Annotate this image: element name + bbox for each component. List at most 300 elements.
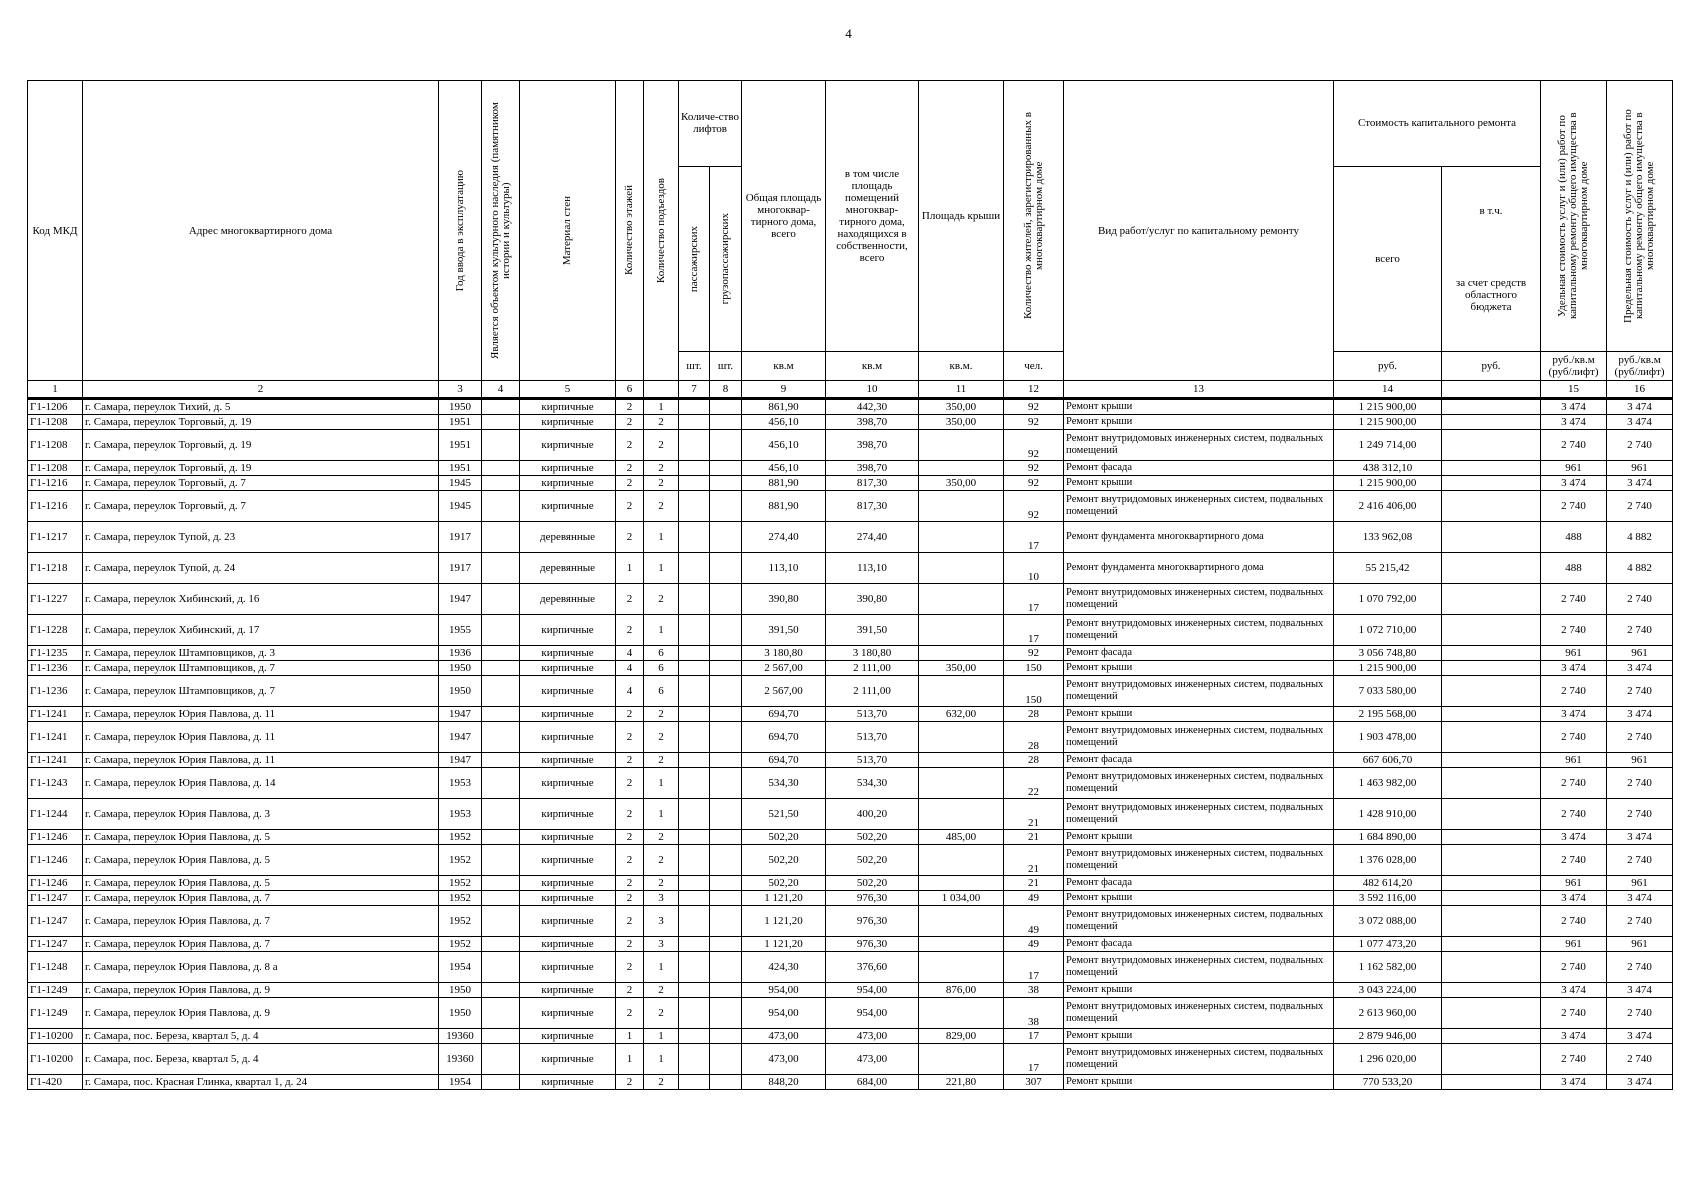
cell-unit-cost: 961	[1541, 753, 1607, 768]
cell-year: 1951	[439, 415, 482, 430]
cell-cost-total: 1 215 900,00	[1334, 415, 1442, 430]
cell-limit-cost: 2 740	[1607, 584, 1673, 615]
cell-owned-area: 2 111,00	[826, 661, 919, 676]
cell-cost-total: 1 428 910,00	[1334, 799, 1442, 830]
cell-year: 1936	[439, 646, 482, 661]
cell-roof-area	[919, 876, 1004, 891]
cell-cost-total: 1 903 478,00	[1334, 722, 1442, 753]
cell-wall-material: деревянные	[520, 522, 616, 553]
table-row	[28, 415, 1673, 430]
cell-lifts-freight	[710, 998, 742, 1029]
cell-lifts-freight	[710, 646, 742, 661]
cell-address: г. Самара, переулок Торговый, д. 7	[83, 491, 439, 522]
cell-floors: 2	[616, 722, 644, 753]
cell-residents: 92	[1004, 461, 1064, 476]
cell-address: г. Самара, переулок Штамповщиков, д. 7	[83, 676, 439, 707]
header-unit-cost: Удельная стоимость услуг и (или) работ по капитальному ремонту общего имущества в многоквартирном доме	[1541, 81, 1607, 352]
cell-owned-area: 398,70	[826, 461, 919, 476]
cell-work-type: Ремонт внутридомовых инженерных систем, подвальных помещений	[1064, 768, 1334, 799]
cell-lifts-passenger	[679, 876, 710, 891]
cell-residents: 38	[1004, 983, 1064, 998]
cell-limit-cost: 3 474	[1607, 1075, 1673, 1090]
cell-residents: 22	[1004, 768, 1064, 799]
cell-limit-cost: 961	[1607, 461, 1673, 476]
header-year: Год ввода в эксплуатацию	[439, 81, 482, 381]
cell-roof-area: 350,00	[919, 399, 1004, 415]
cell-unit-cost: 2 740	[1541, 998, 1607, 1029]
cell-unit-cost: 3 474	[1541, 661, 1607, 676]
cell-total-area: 1 121,20	[742, 906, 826, 937]
cell-work-type: Ремонт крыши	[1064, 399, 1334, 415]
unit-cost-regional: руб.	[1442, 352, 1541, 381]
cell-entrances: 2	[644, 1075, 679, 1090]
cell-cost-total: 1 070 792,00	[1334, 584, 1442, 615]
cell-lifts-freight	[710, 753, 742, 768]
cell-address: г. Самара, переулок Хибинский, д. 16	[83, 584, 439, 615]
cell-owned-area: 502,20	[826, 876, 919, 891]
cell-lifts-passenger	[679, 937, 710, 952]
cell-total-area: 456,10	[742, 430, 826, 461]
cell-residents: 21	[1004, 876, 1064, 891]
cell-cost-regional	[1442, 799, 1541, 830]
cell-work-type: Ремонт фундамента многоквартирного дома	[1064, 522, 1334, 553]
column-number: 1	[28, 381, 83, 399]
cell-cost-regional	[1442, 983, 1541, 998]
cell-lifts-passenger	[679, 906, 710, 937]
cell-lifts-passenger	[679, 768, 710, 799]
cell-cost-total: 3 072 088,00	[1334, 906, 1442, 937]
cell-floors: 2	[616, 845, 644, 876]
cell-entrances: 1	[644, 768, 679, 799]
cell-floors: 2	[616, 615, 644, 646]
cell-roof-area	[919, 768, 1004, 799]
cell-code: Г1-1236	[28, 676, 83, 707]
cell-work-type: Ремонт фундамента многоквартирного дома	[1064, 553, 1334, 584]
cell-owned-area: 473,00	[826, 1029, 919, 1044]
header-lifts: Количе-ство лифтов	[679, 81, 742, 167]
cell-heritage	[482, 646, 520, 661]
cell-entrances: 2	[644, 461, 679, 476]
cell-cost-regional	[1442, 1044, 1541, 1075]
cell-total-area: 694,70	[742, 753, 826, 768]
cell-floors: 2	[616, 753, 644, 768]
cell-floors: 2	[616, 584, 644, 615]
cell-cost-total: 482 614,20	[1334, 876, 1442, 891]
cell-work-type: Ремонт внутридомовых инженерных систем, подвальных помещений	[1064, 845, 1334, 876]
cell-address: г. Самара, переулок Юрия Павлова, д. 5	[83, 830, 439, 845]
cell-roof-area: 221,80	[919, 1075, 1004, 1090]
cell-lifts-freight	[710, 1029, 742, 1044]
cell-wall-material: кирпичные	[520, 615, 616, 646]
cell-year: 1950	[439, 399, 482, 415]
cell-roof-area	[919, 952, 1004, 983]
cell-year: 1952	[439, 876, 482, 891]
cell-lifts-freight	[710, 661, 742, 676]
table-row	[28, 753, 1673, 768]
cell-wall-material: кирпичные	[520, 661, 616, 676]
cell-year: 19360	[439, 1029, 482, 1044]
cell-total-area: 534,30	[742, 768, 826, 799]
cell-heritage	[482, 676, 520, 707]
cell-cost-regional	[1442, 1075, 1541, 1090]
cell-owned-area: 376,60	[826, 952, 919, 983]
cell-entrances: 2	[644, 491, 679, 522]
cell-address: г. Самара, переулок Юрия Павлова, д. 5	[83, 876, 439, 891]
cell-total-area: 881,90	[742, 476, 826, 491]
cell-work-type: Ремонт внутридомовых инженерных систем, подвальных помещений	[1064, 430, 1334, 461]
unit-unit-cost: руб./кв.м (руб/лифт)	[1541, 352, 1607, 381]
cell-roof-area: 350,00	[919, 415, 1004, 430]
cell-owned-area: 473,00	[826, 1044, 919, 1075]
cell-lifts-freight	[710, 937, 742, 952]
cell-address: г. Самара, переулок Тихий, д. 5	[83, 399, 439, 415]
cell-lifts-freight	[710, 891, 742, 906]
cell-year: 1947	[439, 722, 482, 753]
column-number: 12	[1004, 381, 1064, 399]
cell-roof-area	[919, 906, 1004, 937]
cell-total-area: 473,00	[742, 1044, 826, 1075]
cell-lifts-passenger	[679, 891, 710, 906]
cell-lifts-freight	[710, 722, 742, 753]
cell-address: г. Самара, переулок Юрия Павлова, д. 7	[83, 906, 439, 937]
cell-cost-total: 3 592 116,00	[1334, 891, 1442, 906]
table-row	[28, 676, 1673, 707]
cell-work-type: Ремонт крыши	[1064, 1075, 1334, 1090]
cell-limit-cost: 2 740	[1607, 768, 1673, 799]
cell-code: Г1-1241	[28, 753, 83, 768]
cell-limit-cost: 2 740	[1607, 676, 1673, 707]
cell-work-type: Ремонт фасада	[1064, 461, 1334, 476]
cell-work-type: Ремонт внутридомовых инженерных систем, подвальных помещений	[1064, 998, 1334, 1029]
cell-total-area: 1 121,20	[742, 937, 826, 952]
cell-cost-regional	[1442, 891, 1541, 906]
cell-roof-area: 1 034,00	[919, 891, 1004, 906]
cell-total-area: 521,50	[742, 799, 826, 830]
cell-address: г. Самара, переулок Юрия Павлова, д. 8 а	[83, 952, 439, 983]
header-cost-incl	[1442, 166, 1541, 351]
column-number: 16	[1607, 381, 1673, 399]
table-row	[28, 906, 1673, 937]
cell-work-type: Ремонт внутридомовых инженерных систем, подвальных помещений	[1064, 906, 1334, 937]
cell-unit-cost: 3 474	[1541, 707, 1607, 722]
cell-work-type: Ремонт фасада	[1064, 753, 1334, 768]
cell-cost-regional	[1442, 476, 1541, 491]
cell-cost-regional	[1442, 661, 1541, 676]
cell-cost-total: 133 962,08	[1334, 522, 1442, 553]
cell-cost-total: 55 215,42	[1334, 553, 1442, 584]
cell-roof-area	[919, 553, 1004, 584]
cell-unit-cost: 3 474	[1541, 399, 1607, 415]
repair-register-table	[27, 80, 1673, 1090]
cell-limit-cost: 3 474	[1607, 830, 1673, 845]
cell-residents: 17	[1004, 1044, 1064, 1075]
cell-address: г. Самара, переулок Тупой, д. 23	[83, 522, 439, 553]
cell-roof-area	[919, 722, 1004, 753]
cell-roof-area	[919, 461, 1004, 476]
cell-lifts-freight	[710, 615, 742, 646]
cell-code: Г1-1248	[28, 952, 83, 983]
cell-entrances: 2	[644, 415, 679, 430]
cell-year: 1953	[439, 768, 482, 799]
table-row	[28, 1029, 1673, 1044]
cell-entrances: 2	[644, 707, 679, 722]
cell-entrances: 2	[644, 830, 679, 845]
cell-year: 1954	[439, 1075, 482, 1090]
cell-cost-regional	[1442, 876, 1541, 891]
cell-cost-total: 1 215 900,00	[1334, 661, 1442, 676]
header-heritage: Является объектом культурного наследия (памятником истории и культуры)	[482, 81, 520, 381]
cell-floors: 2	[616, 522, 644, 553]
table-row	[28, 768, 1673, 799]
cell-year: 1917	[439, 522, 482, 553]
unit-limit-cost: руб./кв.м (руб/лифт)	[1607, 352, 1673, 381]
cell-limit-cost: 2 740	[1607, 615, 1673, 646]
cell-roof-area	[919, 676, 1004, 707]
cell-work-type: Ремонт крыши	[1064, 830, 1334, 845]
cell-unit-cost: 2 740	[1541, 584, 1607, 615]
cell-floors: 4	[616, 646, 644, 661]
cell-floors: 2	[616, 830, 644, 845]
cell-address: г. Самара, переулок Юрия Павлова, д. 9	[83, 983, 439, 998]
cell-wall-material: кирпичные	[520, 830, 616, 845]
cell-wall-material: деревянные	[520, 584, 616, 615]
cell-total-area: 390,80	[742, 584, 826, 615]
cell-limit-cost: 3 474	[1607, 891, 1673, 906]
cell-year: 1947	[439, 753, 482, 768]
cell-code: Г1-10200	[28, 1029, 83, 1044]
cell-floors: 2	[616, 937, 644, 952]
table-row	[28, 661, 1673, 676]
cell-entrances: 6	[644, 676, 679, 707]
cell-residents: 49	[1004, 906, 1064, 937]
cell-work-type: Ремонт крыши	[1064, 891, 1334, 906]
column-number: 9	[742, 381, 826, 399]
cell-limit-cost: 961	[1607, 937, 1673, 952]
cell-floors: 2	[616, 491, 644, 522]
cell-owned-area: 398,70	[826, 430, 919, 461]
cell-residents: 92	[1004, 476, 1064, 491]
cell-owned-area: 817,30	[826, 491, 919, 522]
header-work-type: Вид работ/услуг по капитальному ремонту	[1064, 81, 1334, 381]
cell-unit-cost: 961	[1541, 876, 1607, 891]
cell-lifts-passenger	[679, 522, 710, 553]
cell-unit-cost: 488	[1541, 553, 1607, 584]
cell-heritage	[482, 845, 520, 876]
cell-cost-total: 1 296 020,00	[1334, 1044, 1442, 1075]
cell-address: г. Самара, переулок Юрия Павлова, д. 5	[83, 845, 439, 876]
cell-code: Г1-1216	[28, 491, 83, 522]
table-row	[28, 891, 1673, 906]
cell-residents: 92	[1004, 646, 1064, 661]
cell-code: Г1-1206	[28, 399, 83, 415]
unit-lifts-passenger: шт.	[679, 352, 710, 381]
cell-address: г. Самара, переулок Хибинский, д. 17	[83, 615, 439, 646]
cell-owned-area: 684,00	[826, 1075, 919, 1090]
column-number-empty	[644, 381, 679, 399]
column-number-empty	[1442, 381, 1541, 399]
table-row	[28, 1044, 1673, 1075]
cell-wall-material: кирпичные	[520, 906, 616, 937]
cell-roof-area: 485,00	[919, 830, 1004, 845]
cell-cost-regional	[1442, 399, 1541, 415]
cell-total-area: 848,20	[742, 1075, 826, 1090]
cell-lifts-freight	[710, 522, 742, 553]
cell-heritage	[482, 615, 520, 646]
cell-lifts-freight	[710, 799, 742, 830]
cell-code: Г1-1247	[28, 891, 83, 906]
cell-address: г. Самара, пос. Береза, квартал 5, д. 4	[83, 1044, 439, 1075]
table-row	[28, 1075, 1673, 1090]
cell-address: г. Самара, переулок Юрия Павлова, д. 7	[83, 937, 439, 952]
cell-code: Г1-1247	[28, 906, 83, 937]
cell-wall-material: кирпичные	[520, 952, 616, 983]
cell-work-type: Ремонт крыши	[1064, 661, 1334, 676]
cell-year: 1954	[439, 952, 482, 983]
cell-code: Г1-1208	[28, 430, 83, 461]
cell-unit-cost: 2 740	[1541, 430, 1607, 461]
cell-owned-area: 954,00	[826, 983, 919, 998]
cell-wall-material: кирпичные	[520, 1044, 616, 1075]
cell-cost-regional	[1442, 415, 1541, 430]
cell-address: г. Самара, переулок Штамповщиков, д. 7	[83, 661, 439, 676]
cell-code: Г1-1249	[28, 983, 83, 998]
cell-cost-total: 1 072 710,00	[1334, 615, 1442, 646]
cell-floors: 2	[616, 476, 644, 491]
cell-floors: 2	[616, 876, 644, 891]
cell-roof-area	[919, 753, 1004, 768]
cell-heritage	[482, 476, 520, 491]
cell-roof-area	[919, 799, 1004, 830]
unit-cost-total: руб.	[1334, 352, 1442, 381]
cell-year: 1953	[439, 799, 482, 830]
cell-cost-regional	[1442, 707, 1541, 722]
cell-entrances: 2	[644, 584, 679, 615]
cell-address: г. Самара, переулок Штамповщиков, д. 3	[83, 646, 439, 661]
cell-code: Г1-1218	[28, 553, 83, 584]
cell-entrances: 3	[644, 891, 679, 906]
cell-heritage	[482, 983, 520, 998]
cell-unit-cost: 3 474	[1541, 415, 1607, 430]
cell-total-area: 694,70	[742, 722, 826, 753]
cell-year: 1917	[439, 553, 482, 584]
cell-entrances: 2	[644, 876, 679, 891]
cell-wall-material: кирпичные	[520, 876, 616, 891]
table-row	[28, 553, 1673, 584]
cell-address: г. Самара, пос. Красная Глинка, квартал 1, д. 24	[83, 1075, 439, 1090]
cell-heritage	[482, 768, 520, 799]
cell-unit-cost: 2 740	[1541, 845, 1607, 876]
cell-address: г. Самара, пос. Береза, квартал 5, д. 4	[83, 1029, 439, 1044]
cell-limit-cost: 961	[1607, 876, 1673, 891]
cell-work-type: Ремонт внутридомовых инженерных систем, подвальных помещений	[1064, 676, 1334, 707]
header-cost-incl-label: в т.ч.	[1479, 204, 1503, 217]
cell-floors: 2	[616, 768, 644, 799]
cell-heritage	[482, 937, 520, 952]
cell-unit-cost: 488	[1541, 522, 1607, 553]
cell-unit-cost: 3 474	[1541, 1029, 1607, 1044]
cell-code: Г1-1244	[28, 799, 83, 830]
cell-roof-area	[919, 845, 1004, 876]
cell-cost-regional	[1442, 937, 1541, 952]
cell-lifts-passenger	[679, 430, 710, 461]
cell-cost-total: 1 376 028,00	[1334, 845, 1442, 876]
cell-cost-regional	[1442, 830, 1541, 845]
cell-lifts-passenger	[679, 830, 710, 845]
cell-wall-material: кирпичные	[520, 983, 616, 998]
cell-wall-material: кирпичные	[520, 430, 616, 461]
table-row	[28, 998, 1673, 1029]
cell-residents: 28	[1004, 707, 1064, 722]
cell-wall-material: кирпичные	[520, 646, 616, 661]
cell-cost-regional	[1442, 845, 1541, 876]
table-row	[28, 646, 1673, 661]
column-number: 14	[1334, 381, 1442, 399]
cell-floors: 4	[616, 661, 644, 676]
cell-unit-cost: 961	[1541, 646, 1607, 661]
cell-entrances: 2	[644, 476, 679, 491]
cell-roof-area	[919, 615, 1004, 646]
header-lifts-freight: грузопассажирских	[710, 166, 742, 351]
cell-lifts-freight	[710, 983, 742, 998]
cell-limit-cost: 2 740	[1607, 430, 1673, 461]
cell-cost-total: 1 463 982,00	[1334, 768, 1442, 799]
cell-unit-cost: 2 740	[1541, 799, 1607, 830]
header-roof-area: Площадь крыши	[919, 81, 1004, 352]
cell-entrances: 1	[644, 799, 679, 830]
cell-lifts-freight	[710, 1075, 742, 1090]
cell-total-area: 113,10	[742, 553, 826, 584]
cell-lifts-passenger	[679, 952, 710, 983]
cell-floors: 2	[616, 399, 644, 415]
cell-residents: 307	[1004, 1075, 1064, 1090]
cell-lifts-passenger	[679, 491, 710, 522]
cell-residents: 21	[1004, 845, 1064, 876]
cell-year: 1947	[439, 707, 482, 722]
cell-cost-regional	[1442, 768, 1541, 799]
cell-address: г. Самара, переулок Юрия Павлова, д. 3	[83, 799, 439, 830]
cell-entrances: 3	[644, 937, 679, 952]
cell-unit-cost: 2 740	[1541, 491, 1607, 522]
cell-limit-cost: 2 740	[1607, 491, 1673, 522]
cell-unit-cost: 2 740	[1541, 1044, 1607, 1075]
cell-year: 1951	[439, 461, 482, 476]
cell-wall-material: кирпичные	[520, 415, 616, 430]
cell-total-area: 502,20	[742, 830, 826, 845]
cell-floors: 4	[616, 676, 644, 707]
cell-cost-total: 2 416 406,00	[1334, 491, 1442, 522]
cell-cost-total: 1 684 890,00	[1334, 830, 1442, 845]
cell-heritage	[482, 584, 520, 615]
cell-heritage	[482, 906, 520, 937]
cell-lifts-freight	[710, 399, 742, 415]
cell-roof-area: 829,00	[919, 1029, 1004, 1044]
cell-owned-area: 817,30	[826, 476, 919, 491]
cell-work-type: Ремонт крыши	[1064, 1029, 1334, 1044]
cell-floors: 2	[616, 983, 644, 998]
cell-entrances: 3	[644, 906, 679, 937]
table-row	[28, 461, 1673, 476]
cell-cost-regional	[1442, 584, 1541, 615]
cell-wall-material: кирпичные	[520, 676, 616, 707]
cell-entrances: 1	[644, 952, 679, 983]
cell-entrances: 1	[644, 553, 679, 584]
cell-lifts-passenger	[679, 661, 710, 676]
cell-heritage	[482, 753, 520, 768]
cell-lifts-freight	[710, 830, 742, 845]
cell-lifts-freight	[710, 676, 742, 707]
cell-residents: 28	[1004, 722, 1064, 753]
header-code: Код МКД	[28, 81, 83, 381]
